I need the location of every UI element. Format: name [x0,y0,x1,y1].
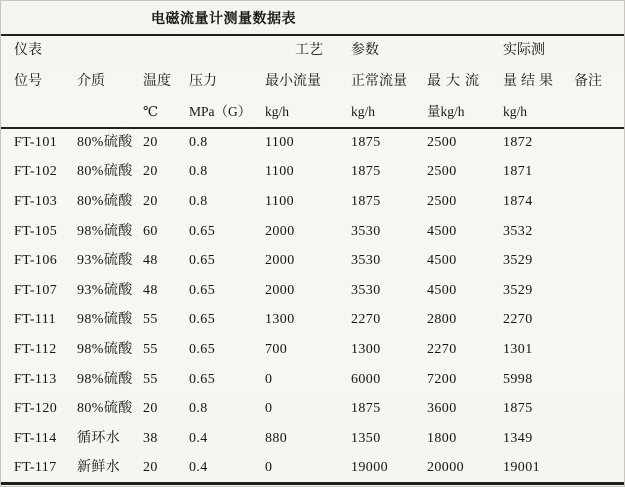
table-row [1,365,625,395]
cell-normal-flow: 6000 [351,371,381,387]
cell-remark [574,365,625,395]
cell-pressure: 0.4 [189,459,208,475]
cell-max-flow: 1800 [427,430,457,446]
unit-medium [77,97,143,128]
cell-remark [574,335,625,365]
header-spacer [189,35,265,66]
cell-pressure: 0.8 [189,135,208,151]
cell-max-flow: 7200 [427,371,457,387]
header-spacer [143,35,189,66]
cell-measured: 3532 [503,223,533,239]
cell-pressure: 0.65 [189,282,216,298]
cell-measured: 3529 [503,282,533,298]
cell-temperature: 48 [143,253,158,269]
header-spacer [77,35,143,66]
cell-medium: 80%硫酸 [77,164,133,180]
cell-min-flow: 880 [265,430,288,446]
cell-normal-flow: 1350 [351,430,381,446]
table-row [1,158,625,188]
cell-pressure: 0.8 [189,164,208,180]
cell-measured: 1875 [503,401,533,417]
cell-normal-flow: 1300 [351,341,381,357]
cell-remark [574,394,625,424]
header-group-row [1,35,625,66]
cell-normal-flow: 3530 [351,223,381,239]
cell-remark [574,454,625,484]
unit-remark [574,97,625,128]
table-row [1,454,625,484]
cell-temperature: 48 [143,282,158,298]
group-header-instrument: 仪表 [14,43,42,58]
table-row [1,424,625,454]
cell-measured: 1301 [503,341,533,357]
table-body [1,128,625,483]
cell-remark [574,276,625,306]
group-header-parameters: 参数 [351,43,379,58]
cell-tag: FT-106 [14,253,58,269]
unit-temperature: ℃ [143,97,189,128]
cell-max-flow: 4500 [427,282,457,298]
cell-min-flow: 2000 [265,223,295,239]
cell-temperature: 55 [143,312,158,328]
cell-remark [574,187,625,217]
cell-remark [574,128,625,158]
table-row [1,187,625,217]
cell-tag: FT-112 [14,341,57,357]
unit-measured: kg/h [503,97,574,128]
cell-min-flow: 1100 [265,164,295,180]
cell-min-flow: 2000 [265,282,295,298]
cell-pressure: 0.4 [189,430,208,446]
cell-pressure: 0.65 [189,341,216,357]
group-header-process: 工艺 [295,43,323,58]
col-header-min-flow: 最小流量 [265,73,321,89]
cell-measured: 1871 [503,164,533,180]
cell-max-flow: 20000 [427,459,464,475]
cell-temperature: 20 [143,164,158,180]
cell-medium: 80%硫酸 [77,135,133,151]
cell-pressure: 0.65 [189,312,216,328]
cell-medium: 93%硫酸 [77,282,133,298]
cell-medium: 新鲜水 [77,459,121,475]
cell-max-flow: 2800 [427,312,457,328]
cell-measured: 19001 [503,459,540,475]
cell-temperature: 38 [143,430,158,446]
unit-normal-flow: kg/h [351,97,427,128]
cell-measured: 1872 [503,135,533,151]
table-row [1,276,625,306]
cell-tag: FT-111 [14,312,57,328]
cell-normal-flow: 2270 [351,312,381,328]
cell-temperature: 20 [143,193,158,209]
cell-normal-flow: 1875 [351,135,381,151]
cell-remark [574,158,625,188]
cell-measured: 1349 [503,430,533,446]
cell-max-flow: 2500 [427,193,457,209]
cell-tag: FT-107 [14,282,58,298]
cell-pressure: 0.65 [189,223,216,239]
col-header-measured: 量结果 [503,73,557,89]
cell-tag: FT-113 [14,371,57,387]
cell-pressure: 0.65 [189,253,216,269]
cell-tag: FT-114 [14,430,57,446]
cell-min-flow: 1100 [265,193,295,209]
cell-normal-flow: 1875 [351,193,381,209]
table-header [1,35,625,128]
cell-medium: 80%硫酸 [77,401,133,417]
cell-medium: 98%硫酸 [77,223,133,239]
cell-measured: 2270 [503,312,533,328]
cell-min-flow: 1100 [265,135,295,151]
cell-max-flow: 4500 [427,253,457,269]
table-row [1,394,625,424]
cell-tag: FT-117 [14,459,57,475]
cell-max-flow: 3600 [427,401,457,417]
cell-remark [574,306,625,336]
cell-max-flow: 4500 [427,223,457,239]
cell-min-flow: 0 [265,459,273,475]
unit-tag [1,97,77,128]
unit-max-flow: 量kg/h [427,97,503,128]
cell-remark [574,246,625,276]
cell-min-flow: 2000 [265,253,295,269]
cell-normal-flow: 1875 [351,164,381,180]
cell-tag: FT-103 [14,193,58,209]
header-spacer [574,35,625,66]
cell-temperature: 60 [143,223,158,239]
cell-measured: 3529 [503,253,533,269]
cell-pressure: 0.65 [189,371,216,387]
cell-normal-flow: 3530 [351,253,381,269]
cell-tag: FT-101 [14,135,58,151]
col-header-max-flow: 最大流 [427,73,484,89]
table-row [1,335,625,365]
cell-temperature: 55 [143,371,158,387]
cell-min-flow: 1300 [265,312,295,328]
cell-medium: 98%硫酸 [77,371,133,387]
group-header-actual: 实际测 [503,43,545,58]
table-row [1,306,625,336]
col-header-pressure: 压力 [189,73,217,89]
cell-temperature: 55 [143,341,158,357]
cell-tag: FT-105 [14,223,58,239]
col-header-normal-flow: 正常流量 [351,73,407,89]
cell-min-flow: 700 [265,341,288,357]
header-units-row [1,97,625,128]
table-row [1,217,625,247]
col-header-tag: 位号 [14,73,42,89]
cell-pressure: 0.8 [189,401,208,417]
cell-remark [574,217,625,247]
header-spacer [427,35,503,66]
unit-min-flow: kg/h [265,97,351,128]
data-table [1,34,625,485]
cell-tag: FT-102 [14,164,58,180]
cell-measured: 5998 [503,371,533,387]
cell-max-flow: 2270 [427,341,457,357]
cell-min-flow: 0 [265,371,273,387]
cell-normal-flow: 3530 [351,282,381,298]
cell-measured: 1874 [503,193,533,209]
col-header-temperature: 温度 [143,73,171,89]
table-row [1,128,625,158]
cell-temperature: 20 [143,459,158,475]
cell-temperature: 20 [143,401,158,417]
cell-normal-flow: 19000 [351,459,388,475]
cell-medium: 80%硫酸 [77,193,133,209]
cell-pressure: 0.8 [189,193,208,209]
col-header-remark: 备注 [574,73,602,89]
cell-max-flow: 2500 [427,135,457,151]
cell-min-flow: 0 [265,401,273,417]
cell-medium: 93%硫酸 [77,253,133,269]
cell-temperature: 20 [143,135,158,151]
cell-remark [574,424,625,454]
page-title: 电磁流量计测量数据表 [151,12,296,27]
cell-normal-flow: 1875 [351,401,381,417]
cell-medium: 循环水 [77,430,121,446]
cell-max-flow: 2500 [427,164,457,180]
table-row [1,246,625,276]
cell-tag: FT-120 [14,401,58,417]
cell-medium: 98%硫酸 [77,312,133,328]
col-header-medium: 介质 [77,73,105,89]
header-label-row [1,66,625,97]
cell-medium: 98%硫酸 [77,341,133,357]
unit-pressure: MPa（G） [189,97,265,128]
